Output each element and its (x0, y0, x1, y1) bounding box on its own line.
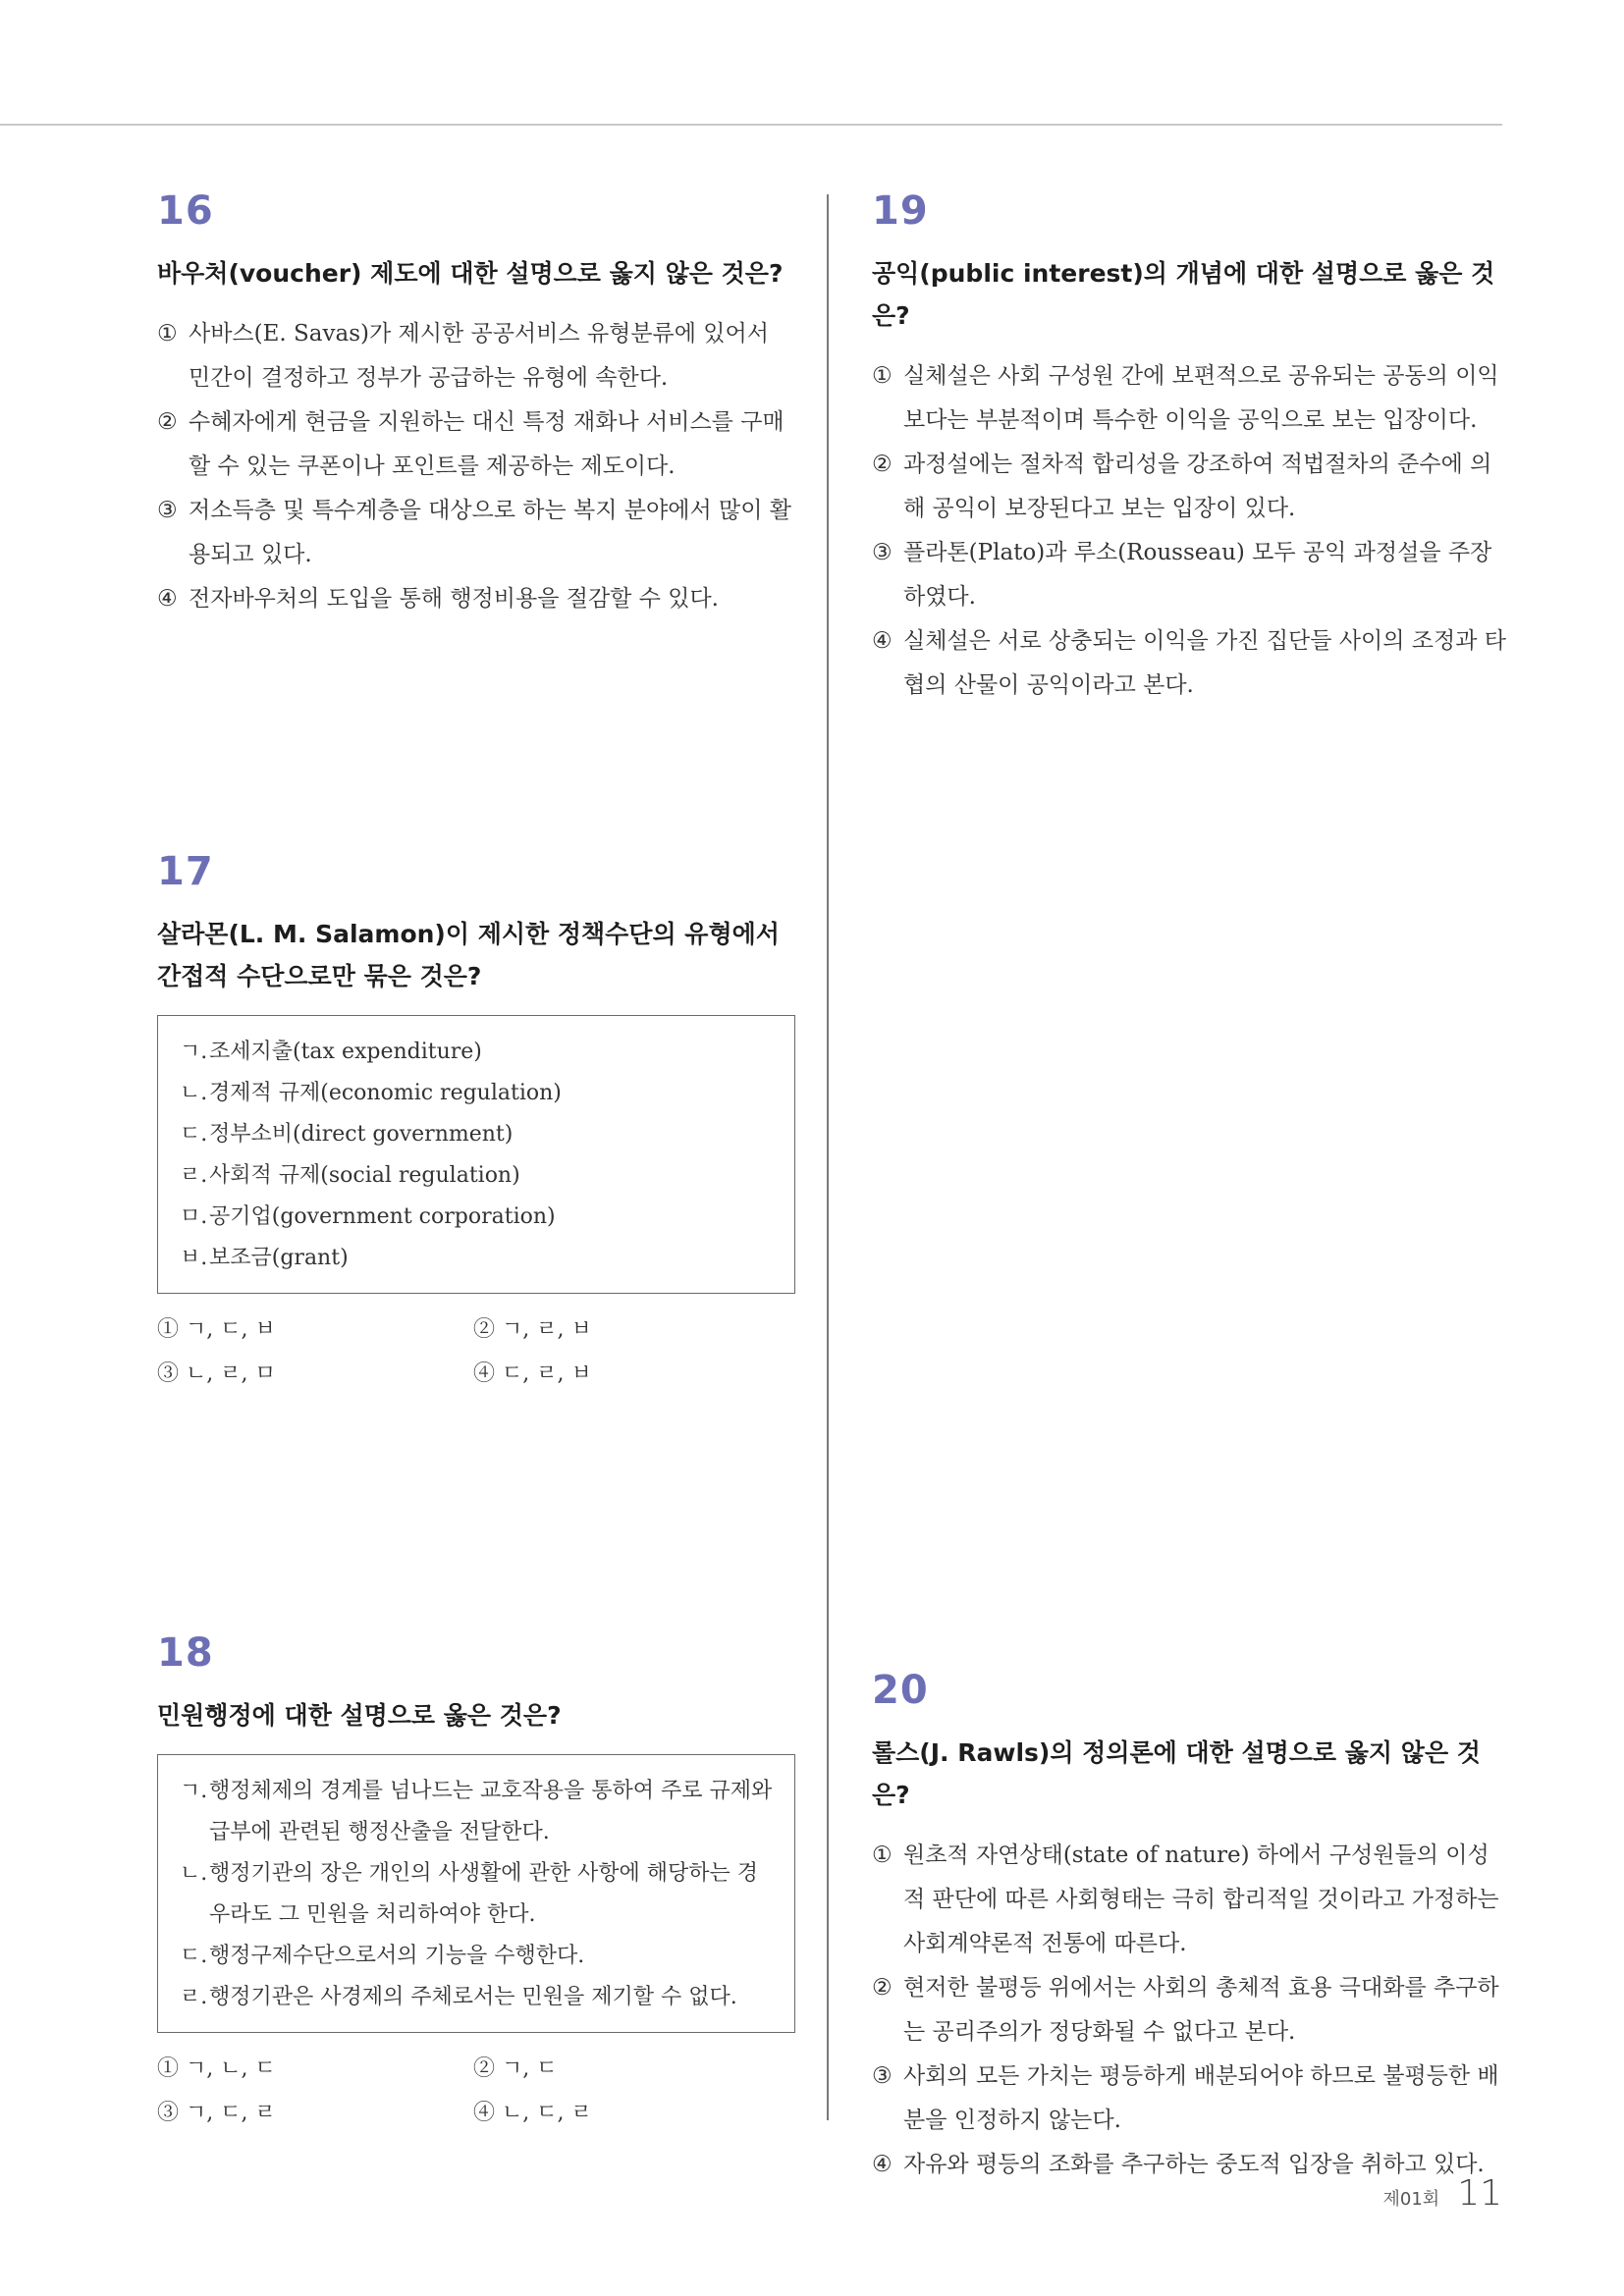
column-divider (827, 194, 829, 2120)
option-4[interactable] (872, 619, 1510, 708)
statement-item (180, 1114, 773, 1155)
statement-text: 보조금(grant) (209, 1246, 349, 1270)
option-text: 사바스(E. Savas)가 제시한 공공서비스 유형분류에 있어서 민간이 결정하고 정부가 공급하는 유형에 속한다. (189, 321, 769, 391)
option-text: 수혜자에게 현금을 지원하는 대신 특정 재화나 서비스를 구매할 수 있는 쿠폰이나 포인트를 제공하는 제도이다. (189, 409, 785, 479)
option-2[interactable] (157, 400, 795, 489)
option-number: ① (157, 321, 178, 347)
choice-4[interactable]: ④ ㄴ, ㄷ, ㄹ (473, 2101, 592, 2125)
question-number: 20 (872, 1668, 929, 1713)
statement-item (180, 1155, 773, 1197)
option-1[interactable] (872, 1834, 1510, 1966)
question-number: 19 (872, 188, 929, 234)
page-footer (1383, 2173, 1503, 2214)
question-stem: 공익(public interest)의 개념에 대한 설명으로 옳은 것은? (872, 259, 1495, 330)
option-number: ③ (157, 498, 178, 523)
option-text: 저소득층 및 특수계층을 대상으로 하는 복지 분야에서 많이 활용되고 있다. (189, 498, 791, 567)
option-1[interactable] (157, 312, 795, 400)
question-stem: 민원행정에 대한 설명으로 옳은 것은? (157, 1701, 562, 1730)
statement-text: 행정구제수단으로서의 기능을 수행한다. (209, 1944, 585, 1968)
exam-round-label: 제01회 (1382, 2189, 1440, 2210)
question-number: 16 (157, 188, 214, 234)
options-list (872, 354, 1510, 708)
choice-2[interactable]: ② ㄱ, ㄷ (473, 2056, 558, 2081)
option-text: 자유와 평등의 조화를 추구하는 중도적 입장을 취하고 있다. (903, 2152, 1485, 2177)
statement-mark: ㄴ. (180, 1081, 208, 1105)
option-text: 전자바우처의 도입을 통해 행정비용을 절감할 수 있다. (189, 586, 719, 612)
statement-mark: ㄹ. (180, 1163, 208, 1188)
statement-item (180, 1936, 773, 1977)
statement-text: 조세지출(tax expenditure) (209, 1040, 482, 1064)
option-text: 실체설은 서로 상충되는 이익을 가진 집단들 사이의 조정과 타협의 산물이 공익이라고 본다. (903, 628, 1506, 698)
statement-mark: ㄷ. (180, 1944, 208, 1968)
statements-box (157, 1015, 795, 1294)
question-17 (157, 849, 795, 1396)
option-3[interactable] (872, 2055, 1510, 2143)
option-text: 현저한 불평등 위에서는 사회의 총체적 효용 극대화를 추구하는 공리주의가 정당화될 수 없다고 본다. (903, 1975, 1499, 2045)
statement-mark: ㄱ. (180, 1779, 208, 1803)
option-number: ② (872, 1975, 893, 2001)
option-3[interactable] (157, 489, 795, 577)
statement-text: 공기업(government corporation) (209, 1204, 556, 1229)
option-number: ④ (872, 628, 893, 654)
answer-choices (157, 1308, 795, 1396)
question-number: 18 (157, 1630, 214, 1676)
statements-box (157, 1754, 795, 2033)
statement-mark: ㅂ. (180, 1246, 208, 1270)
option-2[interactable] (872, 443, 1510, 531)
option-2[interactable] (872, 1966, 1510, 2055)
statement-text: 행정체제의 경계를 넘나드는 교호작용을 통하여 주로 규제와 급부에 관련된 행정산출을 전달한다. (209, 1779, 773, 1844)
choice-1[interactable]: ① ㄱ, ㄷ, ㅂ (157, 1317, 276, 1342)
statement-item (180, 1197, 773, 1238)
option-number: ② (872, 452, 893, 477)
statement-text: 정부소비(direct government) (209, 1122, 514, 1147)
statement-text: 행정기관은 사경제의 주체로서는 민원을 제기할 수 없다. (209, 1985, 737, 2009)
option-4[interactable] (157, 577, 795, 621)
statement-item (180, 1073, 773, 1114)
statement-item (180, 1032, 773, 1073)
statement-item (180, 1977, 773, 2018)
statement-text: 경제적 규제(economic regulation) (209, 1081, 562, 1105)
choice-4[interactable]: ④ ㄷ, ㄹ, ㅂ (473, 1362, 592, 1386)
answer-choices (157, 2047, 795, 2135)
statement-text: 행정기관의 장은 개인의 사생활에 관한 사항에 해당하는 경우라도 그 민원을 처리하여야 한다. (209, 1861, 759, 1927)
statement-mark: ㄱ. (180, 1040, 208, 1064)
statement-mark: ㅁ. (180, 1204, 208, 1229)
option-number: ① (872, 1842, 893, 1868)
options-list (157, 312, 795, 621)
option-text: 과정설에는 절차적 합리성을 강조하여 적법절차의 준수에 의해 공익이 보장된다고 보는 입장이 있다. (903, 452, 1492, 521)
option-text: 사회의 모든 가치는 평등하게 배분되어야 하므로 불평등한 배분을 인정하지 않는다. (903, 2063, 1499, 2133)
option-3[interactable] (872, 531, 1510, 619)
option-text: 플라톤(Plato)과 루소(Rousseau) 모두 공익 과정설을 주장하였다. (903, 540, 1492, 610)
option-text: 원초적 자연상태(state of nature) 하에서 구성원들의 이성적 판단에 따른 사회형태는 극히 합리적일 것이라고 가정하는 사회계약론적 전통에 따른다. (903, 1842, 1499, 1956)
question-20 (872, 1668, 1510, 2187)
page-number: 11 (1457, 2173, 1502, 2214)
question-16 (157, 188, 795, 621)
statement-mark: ㄹ. (180, 1985, 208, 2009)
options-list (872, 1834, 1510, 2187)
option-number: ④ (872, 2152, 893, 2177)
statement-text: 사회적 규제(social regulation) (209, 1163, 520, 1188)
statement-mark: ㄷ. (180, 1122, 208, 1147)
choice-1[interactable]: ① ㄱ, ㄴ, ㄷ (157, 2056, 276, 2081)
choice-3[interactable]: ③ ㄱ, ㄷ, ㄹ (157, 2101, 276, 2125)
option-text: 실체설은 사회 구성원 간에 보편적으로 공유되는 공동의 이익보다는 부분적이며 특수한 이익을 공익으로 보는 입장이다. (903, 363, 1499, 433)
statement-item (180, 1853, 773, 1936)
question-stem: 살라몬(L. M. Salamon)이 제시한 정책수단의 유형에서 간접적 수단으로만 묶은 것은? (157, 920, 780, 990)
statement-item (180, 1771, 773, 1853)
option-1[interactable] (872, 354, 1510, 443)
question-18 (157, 1630, 795, 2135)
question-stem: 바우처(voucher) 제도에 대한 설명으로 옳지 않은 것은? (157, 259, 784, 288)
statement-mark: ㄴ. (180, 1861, 208, 1886)
option-number: ① (872, 363, 893, 389)
question-19 (872, 188, 1510, 708)
choice-3[interactable]: ③ ㄴ, ㄹ, ㅁ (157, 1362, 276, 1386)
choice-2[interactable]: ② ㄱ, ㄹ, ㅂ (473, 1317, 592, 1342)
option-number: ④ (157, 586, 178, 612)
statement-item (180, 1238, 773, 1279)
option-number: ③ (872, 2063, 893, 2089)
option-number: ② (157, 409, 178, 435)
question-stem: 롤스(J. Rawls)의 정의론에 대한 설명으로 옳지 않은 것은? (872, 1738, 1481, 1809)
question-number: 17 (157, 849, 214, 894)
top-rule (0, 124, 1502, 126)
option-number: ③ (872, 540, 893, 565)
